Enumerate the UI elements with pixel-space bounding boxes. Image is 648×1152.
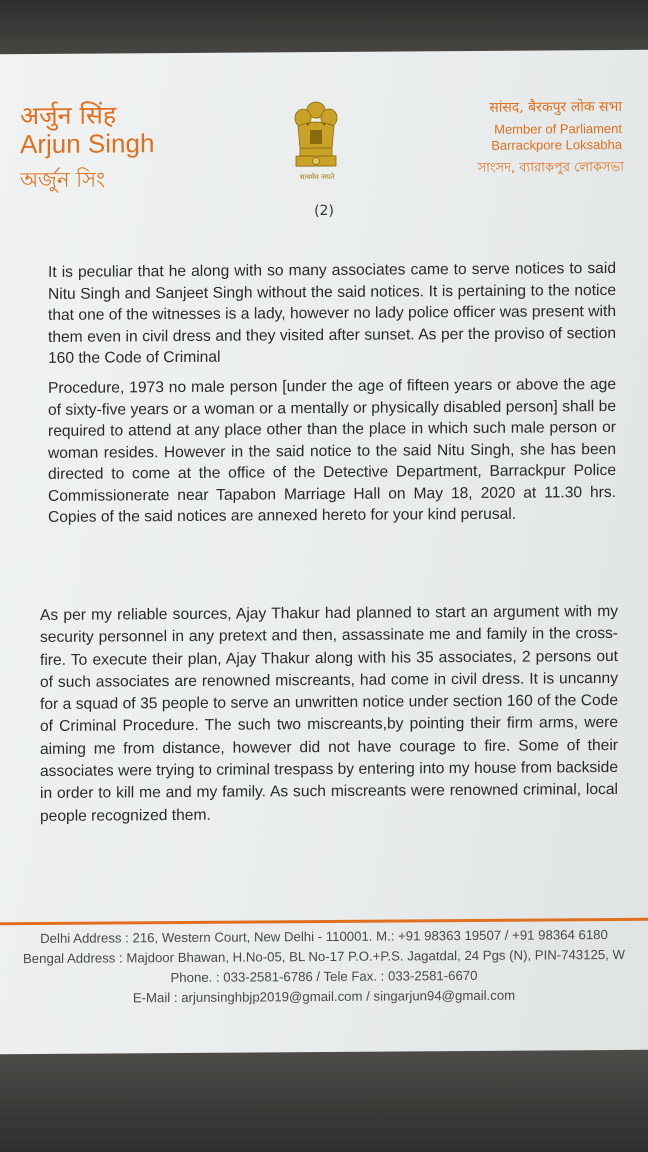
background-bottom xyxy=(0,1045,648,1152)
emblem-caption: सत्यमेव जयते xyxy=(299,172,335,182)
name-hindi: अर्जुन सिंह xyxy=(20,100,117,131)
letter-page xyxy=(0,50,648,1055)
title-hindi: सांसद, बैरकपुर लोक सभा xyxy=(489,98,622,116)
footer-phone: Phone. : 033-2581-6786 / Tele Fax. : 033-2581-6670 xyxy=(170,967,478,986)
paragraph-1: It is peculiar that he along with so many associates came to serve notices to said Nitu Singh and Sanjeet Singh without the said notices. It is pertaining to the notice that one of the witnesses is a lady, however no lady police officer was present with them even in civil dress and they visited after sunset. As per the proviso of section 160 the Code of Criminal xyxy=(48,259,616,367)
footer xyxy=(0,925,648,1010)
title-bengali: সাংসদ, ব্যারাকপুর লোকসভা xyxy=(477,159,624,176)
footer-bengal-address: Bengal Address : Majdoor Bhawan, H.No-05, BL No-17 P.O.+P.S. Jagatdal, 24 Pgs (N), PIN-743125, W xyxy=(23,946,625,967)
footer-delhi-address: Delhi Address : 216, Western Court, New Delhi - 110001. M.: +91 98363 19507 / +91 98364 6180 xyxy=(40,927,608,946)
title-member: Member of Parliament xyxy=(494,120,622,137)
page-number: (2) xyxy=(314,202,334,220)
name-bengali: অর্জুন সিং xyxy=(20,167,106,193)
name-english: Arjun Singh xyxy=(20,128,155,160)
title-english xyxy=(491,121,622,154)
paragraph-3: As per my reliable sources, Ajay Thakur had planned to start an argument with my security personnel in any pretext and then, assassinate me and family in the cross-fire. To execute their plan, Ajay Thakur along with his 35 associates, 2 persons out of such associates are renowned miscreants, had come in civil dress. It is uncanny for a squad of 35 people to serve an unwritten notice under section 160 of the Code of Criminal Procedure. The such two miscreants,by pointing their firm arms, were aiming me from distance, however did not have courage to fire. Some of their associates were trying to criminal trespass by entering into my house from backside in order to kill me and my family. As such miscreants were renowned criminal, local people recognized them. xyxy=(40,602,618,825)
footer-divider xyxy=(0,918,648,926)
paragraph-2: Procedure, 1973 no male person [under the age of fifteen years or above the age of sixty-five years or a woman or a mentally or physically disabled person] shall be required to attend at any place other than the place in which such male person or woman resides. However in the said notice to the said Nitu Singh, she has been directed to come at the office of the Detective Department, Barrackpur Police Commissionerate near Tapabon Marriage Hall on May 18, 2020 at 11.30 hrs. Copies of the said notices are annexed hereto for your kind perusal. xyxy=(48,375,616,526)
title-constituency: Barrackpore Loksabha xyxy=(491,136,622,153)
footer-email: E-Mail : arjunsinghbjp2019@gmail.com / singarjun94@gmail.com xyxy=(132,987,516,1006)
